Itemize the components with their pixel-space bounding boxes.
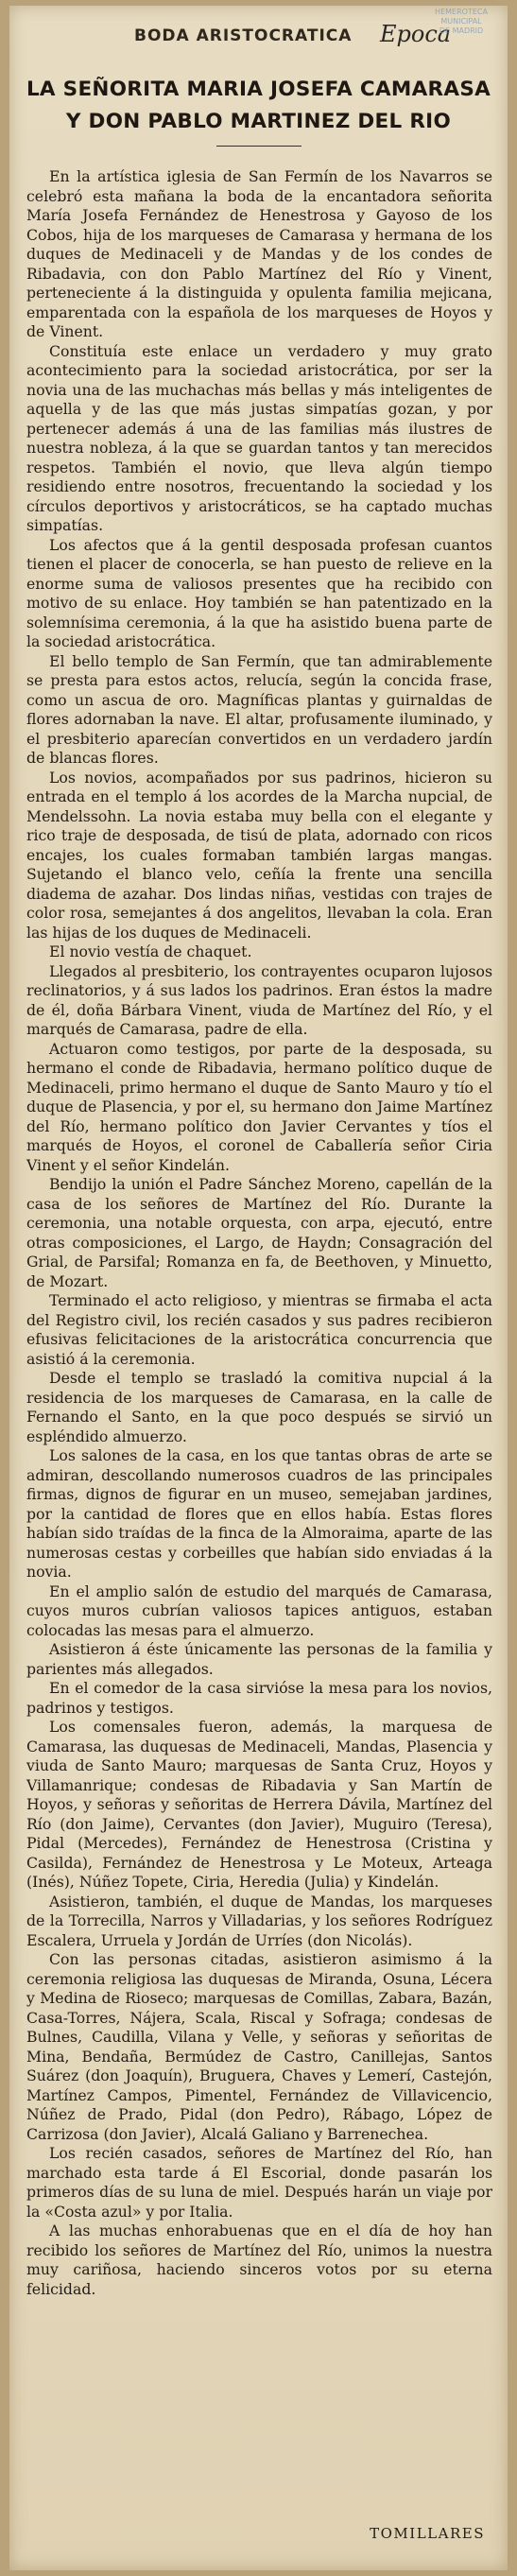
article-paragraph: Constituía este enlace un verdadero y muy grato acontecimiento para la sociedad aristocrática, por ser la novia una de las muchachas más bellas y más inteligentes de aquella y de las que más justas simpatías gozan, y por pertenecer además á una de las familias más ilustres de nuestra nobleza, á la que se guardan tantos y tan merecidos respetos. También el novio, que lleva algún tiempo residiendo entre nosotros, frecuentando la sociedad y los círculos deportivos y aristocráticos, se ha captado muchas simpatías. [26,341,492,534]
article-body [26,167,492,2299]
headline-divider [216,146,302,147]
archive-stamp-line: HEMEROTECA [435,8,488,16]
headline-line-2: Y DON PABLO MARTINEZ DEL RIO [65,110,452,133]
article-paragraph: En el amplio salón de estudio del marqués de Camarasa, cuyos muros cubrían valiosos tapices antiguos, estaban colocadas las mesas para el almuerzo. [26,1582,492,1639]
article-paragraph: Con las personas citadas, asistieron asimismo á la ceremonia religiosa las duquesas de Miranda, Osuna, Lécera y Medina de Rioseco; marquesas de Comillas, Zabara, Bazán, Casa-Torres, Nájera, Scala, Riscal y Sofraga; condesas de Bulnes, Caudilla, Vilana y Velle, y señoras y señoritas de Mina, Bendaña, Bermúdez de Castro, Canillejas, Santos Suárez (don Joaquín), Bruguera, Chaves y Lemerí, Castejón, Martínez Campos, Pimentel, Fernández de Villavicencio, Núñez de Prado, Pidal (don Pedro), Rábago, López de Carrizosa (don Javier), Alcalá Galiano y Barrenechea. [26,1950,492,2143]
article-paragraph: Actuaron como testigos, por parte de la desposada, su hermano el conde de Ribadavia, hermano político duque de Medinaceli, primo hermano el duque de Santo Mauro y tío el duque de Plasencia, y por el, su hermano don Jaime Martínez del Río, hermano político don Javier Cervantes y tíos el marqués de Hoyos, el coronel de Caballería señor Ciria Vinent y el señor Kindelán. [26,1039,492,1174]
article-paragraph: Asistieron, también, el duque de Mandas, los marqueses de la Torrecilla, Narros y Villadarias, y los señores Rodríguez Escalera, Urruela y Jordán de Urríes (don Nicolás). [26,1892,492,1949]
archive-stamp-line: DE MADRID [439,26,484,35]
article-paragraph: Los afectos que á la gentil desposada profesan cuantos tienen el placer de conocerla, se han puesto de relieve en la enorme suma de valiosos presentes que ha recibido con motivo de su enlace. Hoy también se han patentizado en la solemnísima ceremonia, á la que ha asistido buena parte de la sociedad aristocrática. [26,535,492,650]
handwritten-source-note: Epoca [380,21,452,47]
article-paragraph: Desde el templo se trasladó la comitiva nupcial á la residencia de los marqueses de Camarasa, en la calle de Fernando el Santo, en la que poco después se sirvió un espléndido almuerzo. [26,1369,492,1445]
article-paragraph: En el comedor de la casa sirvióse la mesa para los novios, padrinos y testigos. [26,1679,492,1717]
article-paragraph: Los salones de la casa, en los que tantas obras de arte se admiran, descollando numerosos cuadros de las principales firmas, dignos de figurar en un museo, semejaban jardines, por la cantidad de flores que en ellos había. Estas flores habían sido traídas de la finca de la Almoraima, aparte de las numerosas cestas y corbeilles que habían sido enviadas á la novia. [26,1446,492,1581]
article-headline [21,74,496,138]
article-paragraph: Llegados al presbiterio, los contrayentes ocuparon lujosos reclinatorios, y á sus lados los padrinos. Eran éstos la madre de él, doña Bárbara Vinent, viuda de Martínez del Río, y el marqués de Camarasa, padre de ella. [26,961,492,1038]
article-paragraph: Asistieron á éste únicamente las personas de la familia y parientes más allegados. [26,1640,492,1678]
article-paragraph: Los comensales fueron, además, la marquesa de Camarasa, las duquesas de Medinaceli, Mandas, Plasencia y viuda de Santo Mauro; marquesas de Santa Cruz, Hoyos y Villamanrique; condesas de Ribadavia y San Martín de Hoyos, y señoras y señoritas de Herrera Dávila, Martínez del Río (don Jaime), Cervantes (don Javier), Muguiro (Teresa), Pidal (Mercedes), Fernández de Henestrosa (Cristina y Casilda), Fernández de Henestrosa y Le Moteux, Arteaga (Inés), Núñez Topete, Ciria, Heredia (Julia) y Kindelán. [26,1718,492,1891]
article-paragraph: En la artística iglesia de San Fermín de los Navarros se celebró esta mañana la boda de la encantadora señorita María Josefa Fernández de Henestrosa y Gayoso de los Cobos, hija de los marqueses de Camarasa y hermana de los duques de Medinaceli y de Mandas y de los condes de Ribadavia, con don Pablo Martínez del Río y Vinent, perteneciente á la distinguida y opulenta familia mejicana, emparentada con la española de los marqueses de Hoyos y de Vinent. [26,167,492,340]
archive-stamp [416,8,507,36]
article-paragraph: Los novios, acompañados por sus padrinos, hicieron su entrada en el templo á los acordes de la Marcha nupcial, de Mendelssohn. La novia estaba muy bella con el elegante y rico traje de desposada, de tisú de plata, adornado con ricos encajes, los cuales formaban también largas mangas. Sujetando el blanco velo, ceñía la frente una sencilla diadema de azahar. Dos lindas niñas, vestidas con trajes de color rosa, semejantes á dos angelitos, llevaban la cola. Eran las hijas de los duques de Medinaceli. [26,768,492,942]
article-paragraph: Terminado el acto religioso, y mientras se firmaba el acta del Registro civil, los recién casados y sus padres recibieron efusivas felicitaciones de la aristocrática concurrencia que asistió á la ceremonia. [26,1291,492,1368]
section-label: BODA ARISTOCRATICA [134,26,353,45]
archive-stamp-line: MUNICIPAL [440,17,482,26]
author-signature: TOMILLARES [370,2525,485,2542]
article-paragraph: El novio vestía de chaquet. [49,942,252,960]
article-paragraph: A las muchas enhorabuenas que en el día de hoy han recibido los señores de Martínez del Río, unimos la nuestra muy cariñosa, haciendo sinceros votos por su eterna felicidad. [26,2222,492,2298]
newspaper-clipping [9,6,508,2570]
headline-line-1: LA SEÑORITA MARIA JOSEFA CAMARASA [26,78,491,101]
clipping-header [9,6,508,49]
article-paragraph: El bello templo de San Fermín, que tan admirablemente se presta para estos actos, relucía, según la concida frase, como un ascua de oro. Magníficas plantas y guirnaldas de flores adornaban la nave. El altar, profusamente iluminado, y el presbiterio aparecían convertidos en un verdadero jardín de blancas flores. [26,651,492,767]
article-paragraph: Bendijo la unión el Padre Sánchez Moreno, capellán de la casa de los señores de Martínez del Río. Durante la ceremonia, una notable orquesta, con arpa, ejecutó, entre otras composiciones, el Largo, de Haydn; Consagración del Grial, de Parsifal; Romanza en fa, de Beethoven, y Minuetto, de Mozart. [26,1175,492,1290]
article-paragraph: Los recién casados, señores de Martínez del Río, han marchado esta tarde á El Escorial, donde pasarán los primeros días de su luna de miel. Después harán un viaje por la «Costa azul» y por Italia. [26,2144,492,2221]
